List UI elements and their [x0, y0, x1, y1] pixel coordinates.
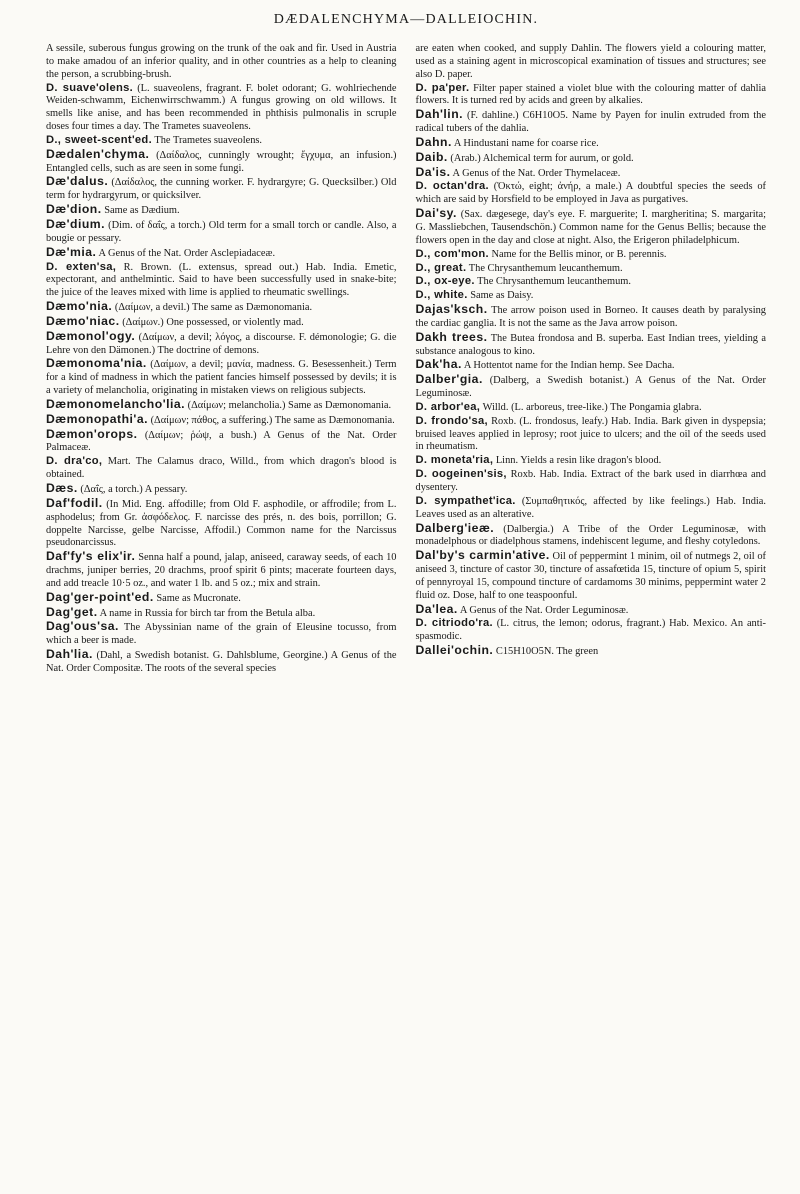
dictionary-entry	[46, 550, 397, 591]
entry-headword: Daf'fodil.	[46, 495, 103, 510]
entry-definition: The Trametes suaveolens.	[151, 134, 263, 146]
entry-definition: (Ὀκτώ, eight; ἀνήρ, a male.) A doubtful species the seeds of which are said by Horsfield to be employed in Java as purgatives.	[415, 181, 766, 206]
dictionary-entry	[416, 468, 767, 495]
entry-headword: Dah'lin.	[415, 107, 464, 122]
entry-definition: (F. dahline.) C6H10O5. Name by Payen for inulin extruded from the radical tubers of the dahlia.	[415, 110, 766, 135]
dictionary-entry	[416, 454, 767, 468]
dictionary-entry	[416, 289, 767, 303]
entry-definition: (Δαίμων; πάθος, a suffering.) The same as Dæmonomania.	[147, 414, 395, 426]
dictionary-entry	[46, 413, 397, 428]
entry-headword: Dæmonopathi'a.	[46, 411, 148, 426]
entry-headword: Dalberg'ieæ.	[415, 520, 495, 535]
entry-definition: Roxb. Hab. India. Extract of the bark used in diarrhœa and dysentery.	[415, 469, 767, 493]
entry-headword: D. pa'per.	[415, 81, 470, 94]
entry-headword: Dajas'ksch.	[415, 302, 488, 317]
entry-headword: Da'lea.	[415, 601, 458, 616]
dictionary-entry	[46, 648, 397, 676]
dictionary-entry	[46, 261, 397, 301]
entry-headword: D. moneta'ria,	[415, 454, 494, 467]
entry-headword: Dæ'dion.	[46, 202, 102, 217]
entry-headword: Dæmonomelancho'lia.	[46, 396, 186, 411]
entry-headword: D. octan'dra.	[415, 180, 489, 193]
entry-headword: D. citriodo'ra.	[415, 617, 493, 630]
entry-headword: D. frondo'sa,	[415, 414, 488, 427]
entry-headword: D. suave'olens.	[46, 81, 134, 94]
dictionary-entry	[46, 43, 397, 82]
entry-definition: The Chrysanthemum leucanthemum.	[474, 276, 631, 288]
entry-definition: (Δαίμων; ῥώψ, a bush.) A Genus of the Nat. Order Palmaceæ.	[46, 429, 397, 454]
entry-definition: The Chrysanthemum leucanthemum.	[466, 262, 623, 274]
dictionary-entry	[416, 136, 767, 151]
dictionary-entry	[46, 482, 397, 497]
dictionary-entry	[416, 415, 767, 455]
entry-headword: Dæmon'orops.	[46, 426, 138, 441]
dictionary-entry	[416, 166, 767, 181]
entry-headword: D., great.	[415, 261, 467, 274]
entry-definition: A Genus of the Nat. Order Leguminosæ.	[457, 604, 629, 616]
dictionary-entry	[416, 549, 767, 602]
dictionary-entry	[416, 43, 767, 82]
entry-headword: Dæmonol'ogy.	[46, 328, 136, 343]
entry-definition: (In Mid. Eng. affodille; from Old F. asphodile, or affrodile; from L. asphodelus; from Gr. ἀσφόδελος. F. narcisse des prés, n. des bois, porrillon; G. doppelte Narcisse, gelbe Narcisse, Affodil.) Common name for the Narcissus pseudonarcissus.	[46, 498, 397, 549]
entry-headword: Dal'by's carmin'ative.	[415, 548, 550, 563]
entry-headword: Da'is.	[415, 164, 451, 179]
dictionary-entry	[46, 300, 397, 315]
entry-headword: D., sweet-scent'ed.	[46, 133, 152, 146]
entry-definition: Same as Dædium.	[101, 205, 180, 217]
dictionary-entry	[416, 358, 767, 373]
entry-headword: Dæmo'niac.	[46, 313, 120, 328]
entry-headword: Dædalen'chyma.	[46, 146, 150, 161]
entry-definition: The Butea frondosa and B. superba. East Indian trees, yielding a substance analogous to kino.	[415, 332, 766, 357]
dictionary-entry	[46, 428, 397, 456]
entry-headword: D., white.	[415, 289, 468, 302]
dictionary-entry	[416, 617, 767, 644]
entry-headword: Dallei'ochin.	[415, 643, 494, 658]
entry-headword: Dai'sy.	[415, 206, 457, 221]
entry-definition: R. Brown. (L. extensus, spread out.) Hab. India. Emetic, expectorant, and anthelmintic. Said to have been successfully used in snake-bite; the juice of the leaves mixed with lime is applied to rheumatic swellings.	[46, 261, 397, 299]
dictionary-entry	[46, 134, 397, 148]
entry-headword: Dæmonoma'nia.	[46, 356, 147, 371]
entry-definition: A Hindustani name for coarse rice.	[451, 137, 599, 149]
entry-headword: Dag'ger-point'ed.	[46, 589, 154, 604]
entry-headword: Dæ'dalus.	[46, 174, 109, 189]
dictionary-entry	[416, 495, 767, 522]
entry-definition: (Δαίμων; melancholia.) Same as Dæmonomania.	[185, 399, 392, 411]
entry-definition: (L. suaveolens, fragrant. F. bolet odorant; G. wohlriechende Weiden-schwamm, Eichenwirrschwamm.) A fungus growing on old willows. It smells like anise, and has been recommended in phthisis pulmonalis in scruple doses four times a day. The Trametes suaveolens.	[46, 82, 397, 133]
entry-definition: Filter paper stained a violet blue with the colouring matter of dahlia flowers. It is turned red by acids and green by alkalies.	[415, 82, 766, 107]
entry-definition: Same as Daisy.	[467, 290, 534, 302]
entry-definition: C15H10O5N. The green	[493, 646, 599, 658]
entry-definition: Oil of peppermint 1 minim, oil of nutmegs 2, oil of aniseed 3, tincture of castor 30, tincture of assafœtida 15, tincture of opium 5, spirit of pennyroyal 15, compound tincture of cardamoms 30 minims, peppermint water 2 fluid oz. Dose, half to one teaspoonful.	[415, 551, 766, 601]
entry-headword: Dag'ous'sa.	[46, 619, 119, 634]
entry-definition: (Dim. of δαΐς, a torch.) Old term for a small torch or candle. Also, a bougie or pessary.	[46, 219, 397, 244]
entry-definition: A Hottentot name for the Indian hemp. See Dacha.	[461, 360, 675, 372]
entry-headword: Dæ'mia.	[46, 244, 97, 259]
entry-definition: A name in Russia for birch tar from the Betula alba.	[97, 607, 316, 619]
entry-headword: Dæmo'nia.	[46, 299, 113, 314]
dictionary-entry	[46, 398, 397, 413]
entry-definition: (L. citrus, the lemon; odorus, fragrant.) Hab. Mexico. An anti-spasmodic.	[415, 618, 766, 643]
dictionary-entry	[416, 248, 767, 262]
entry-definition: Name for the Bellis minor, or B. perennis.	[488, 248, 667, 260]
entry-definition: A Genus of the Nat. Order Thymelaceæ.	[450, 167, 621, 179]
right-column	[416, 43, 767, 676]
entry-headword: Dæ'dium.	[46, 216, 106, 231]
dictionary-entry	[416, 401, 767, 415]
dictionary-entry	[416, 275, 767, 289]
dictionary-entry	[46, 218, 397, 246]
dictionary-entry	[416, 373, 767, 401]
entry-headword: Dahn.	[415, 134, 452, 149]
entry-definition: Roxb. (L. frondosus, leafy.) Hab. India. Bark given in dyspepsia; bruised leaves applied in leprosy; root juice to ulcers; and the oil of the seeds used in rheumatism.	[415, 415, 766, 453]
entry-definition: Linn. Yields a resin like dragon's blood.	[493, 455, 662, 467]
dictionary-entry	[416, 303, 767, 331]
entry-definition: (Δαίμων.) One possessed, or violently mad.	[119, 316, 304, 328]
entry-definition: A Genus of the Nat. Order Asclepiadaceæ.	[96, 247, 276, 259]
entry-definition: (Dahl, a Swedish botanist. G. Dahlsblume, Georgine.) A Genus of the Nat. Order Compositæ. The roots of the several species	[46, 650, 397, 674]
dictionary-entry	[416, 331, 767, 359]
entry-definition: Senna half a pound, jalap, aniseed, caraway seeds, of each 10 drachms, juniper berries, 20 drachms, proof spirit 6 pints; macerate fourteen days, and add treacle 10·5 oz., and water 1 lb. and 5 oz.; mix and strain.	[46, 552, 397, 589]
entry-definition: The Abyssinian name of the grain of Eleusine tocusso, from which a beer is made.	[46, 622, 397, 647]
dictionary-entry	[46, 620, 397, 648]
dictionary-entry	[416, 522, 767, 550]
left-column	[46, 43, 397, 676]
entry-definition: (Δαίμων, a devil.) The same as Dæmonomania.	[112, 302, 313, 314]
dictionary-entry	[416, 82, 767, 109]
entry-headword: D., ox-eye.	[415, 275, 475, 288]
dictionary-entry	[46, 203, 397, 218]
entry-headword: Dag'get.	[46, 604, 98, 619]
entry-headword: Dakh trees.	[415, 329, 488, 344]
dictionary-entry	[416, 603, 767, 618]
entry-definition: (Dalbergia.) A Tribe of the Order Leguminosæ, with monadelphous or diadelphous stamens, indehiscent legume, and fleshy cotyledons.	[415, 523, 766, 548]
columns	[46, 43, 766, 676]
entry-definition: Willd. (L. arboreus, tree-like.) The Pongamia glabra.	[480, 401, 702, 413]
dictionary-entry	[46, 82, 397, 134]
entry-headword: Dah'lia.	[46, 647, 93, 662]
entry-definition: (Συμπαθητικός, affected by like feelings.) Hab. India. Leaves used as an alterative.	[415, 495, 767, 520]
dictionary-entry	[46, 175, 397, 203]
entry-headword: D., com'mon.	[415, 247, 489, 260]
entry-headword: Dak'ha.	[415, 357, 462, 372]
running-head: DÆDALENCHYMA—DALLEIOCHIN.	[273, 12, 539, 27]
entry-definition: The arrow poison used in Borneo. It causes death by paralysing the cardiac ganglia. It is not the same as the Java arrow poison.	[415, 305, 766, 329]
entry-headword: Dalber'gia.	[415, 372, 483, 387]
dictionary-entry	[46, 315, 397, 330]
entry-headword: Daf'fy's elix'ir.	[46, 549, 136, 564]
entry-headword: D. dra'co,	[46, 455, 103, 468]
dictionary-entry	[46, 357, 397, 398]
entry-definition: (Δαίμων, a devil; μανία, madness. G. Besessenheit.) Term for a kind of madness in which the patient fancies himself possessed by devils; it is a variety of melancholia, originating in mistaken views on religious subjects.	[46, 359, 397, 397]
entry-definition: are eaten when cooked, and supply Dahlin. The flowers yield a colouring matter, used as a staining agent in microscopical examination of tissues and structures; see also D. paper.	[415, 43, 766, 80]
dictionary-entry	[416, 180, 767, 207]
dictionary-entry	[46, 591, 397, 606]
entry-definition: Same as Mucronate.	[153, 592, 241, 604]
entry-definition: (Sax. dægesege, day's eye. F. marguerite; I. margheritina; S. margarita; G. Massliebchen, Tausendschön.) Common name for the Genus Bellis; because the flowers open in the day and close at night. Also, the Erigeron philadelphicum.	[415, 209, 766, 246]
entry-definition: (Dalberg, a Swedish botanist.) A Genus of the Nat. Order Leguminosæ.	[415, 375, 766, 400]
dictionary-entry	[416, 151, 767, 166]
entry-definition: Mart. The Calamus draco, Willd., from which dragon's blood is obtained.	[46, 456, 397, 481]
dictionary-entry	[46, 330, 397, 358]
dictionary-entry	[46, 497, 397, 550]
dictionary-entry	[416, 108, 767, 136]
entry-definition: (Δαίδαλος, cunningly wrought; ἔγχυμα, an infusion.) Entangled cells, such as are seen in some fungi.	[46, 149, 397, 174]
dictionary-entry	[46, 455, 397, 482]
entry-definition: (Δαίδαλος, the cunning worker. F. hydrargyre; G. Quecksilber.) Old term for hydrargyrum, or quicksilver.	[46, 177, 397, 202]
entry-definition: (Δαΐς, a torch.) A pessary.	[77, 484, 188, 495]
entry-definition: A sessile, suberous fungus growing on the trunk of the oak and fir. Used in Austria to make amadou of an inferior quality, and in other countries as a help to cleaning the person, a scrubbing-brush.	[46, 43, 397, 80]
entry-headword: D. exten'sa,	[46, 260, 117, 273]
dictionary-entry	[46, 148, 397, 176]
entry-headword: Daib.	[415, 149, 448, 164]
dictionary-entry	[46, 246, 397, 261]
entry-headword: Dæs.	[46, 481, 78, 495]
entry-headword: D. oogeinen'sis,	[415, 468, 507, 481]
dictionary-entry	[416, 207, 767, 248]
entry-headword: D. sympathet'ica.	[415, 494, 516, 507]
entry-definition: (Δαίμων, a devil; λόγος, a discourse. F. démonologie; G. die Lehre von den Dämonen.) The doctrine of demons.	[46, 331, 397, 356]
entry-headword: D. arbor'ea,	[415, 400, 481, 413]
dictionary-entry	[416, 644, 767, 659]
dictionary-entry	[46, 606, 397, 621]
dictionary-entry	[416, 262, 767, 276]
entry-definition: (Arab.) Alchemical term for aurum, or gold.	[447, 152, 634, 164]
